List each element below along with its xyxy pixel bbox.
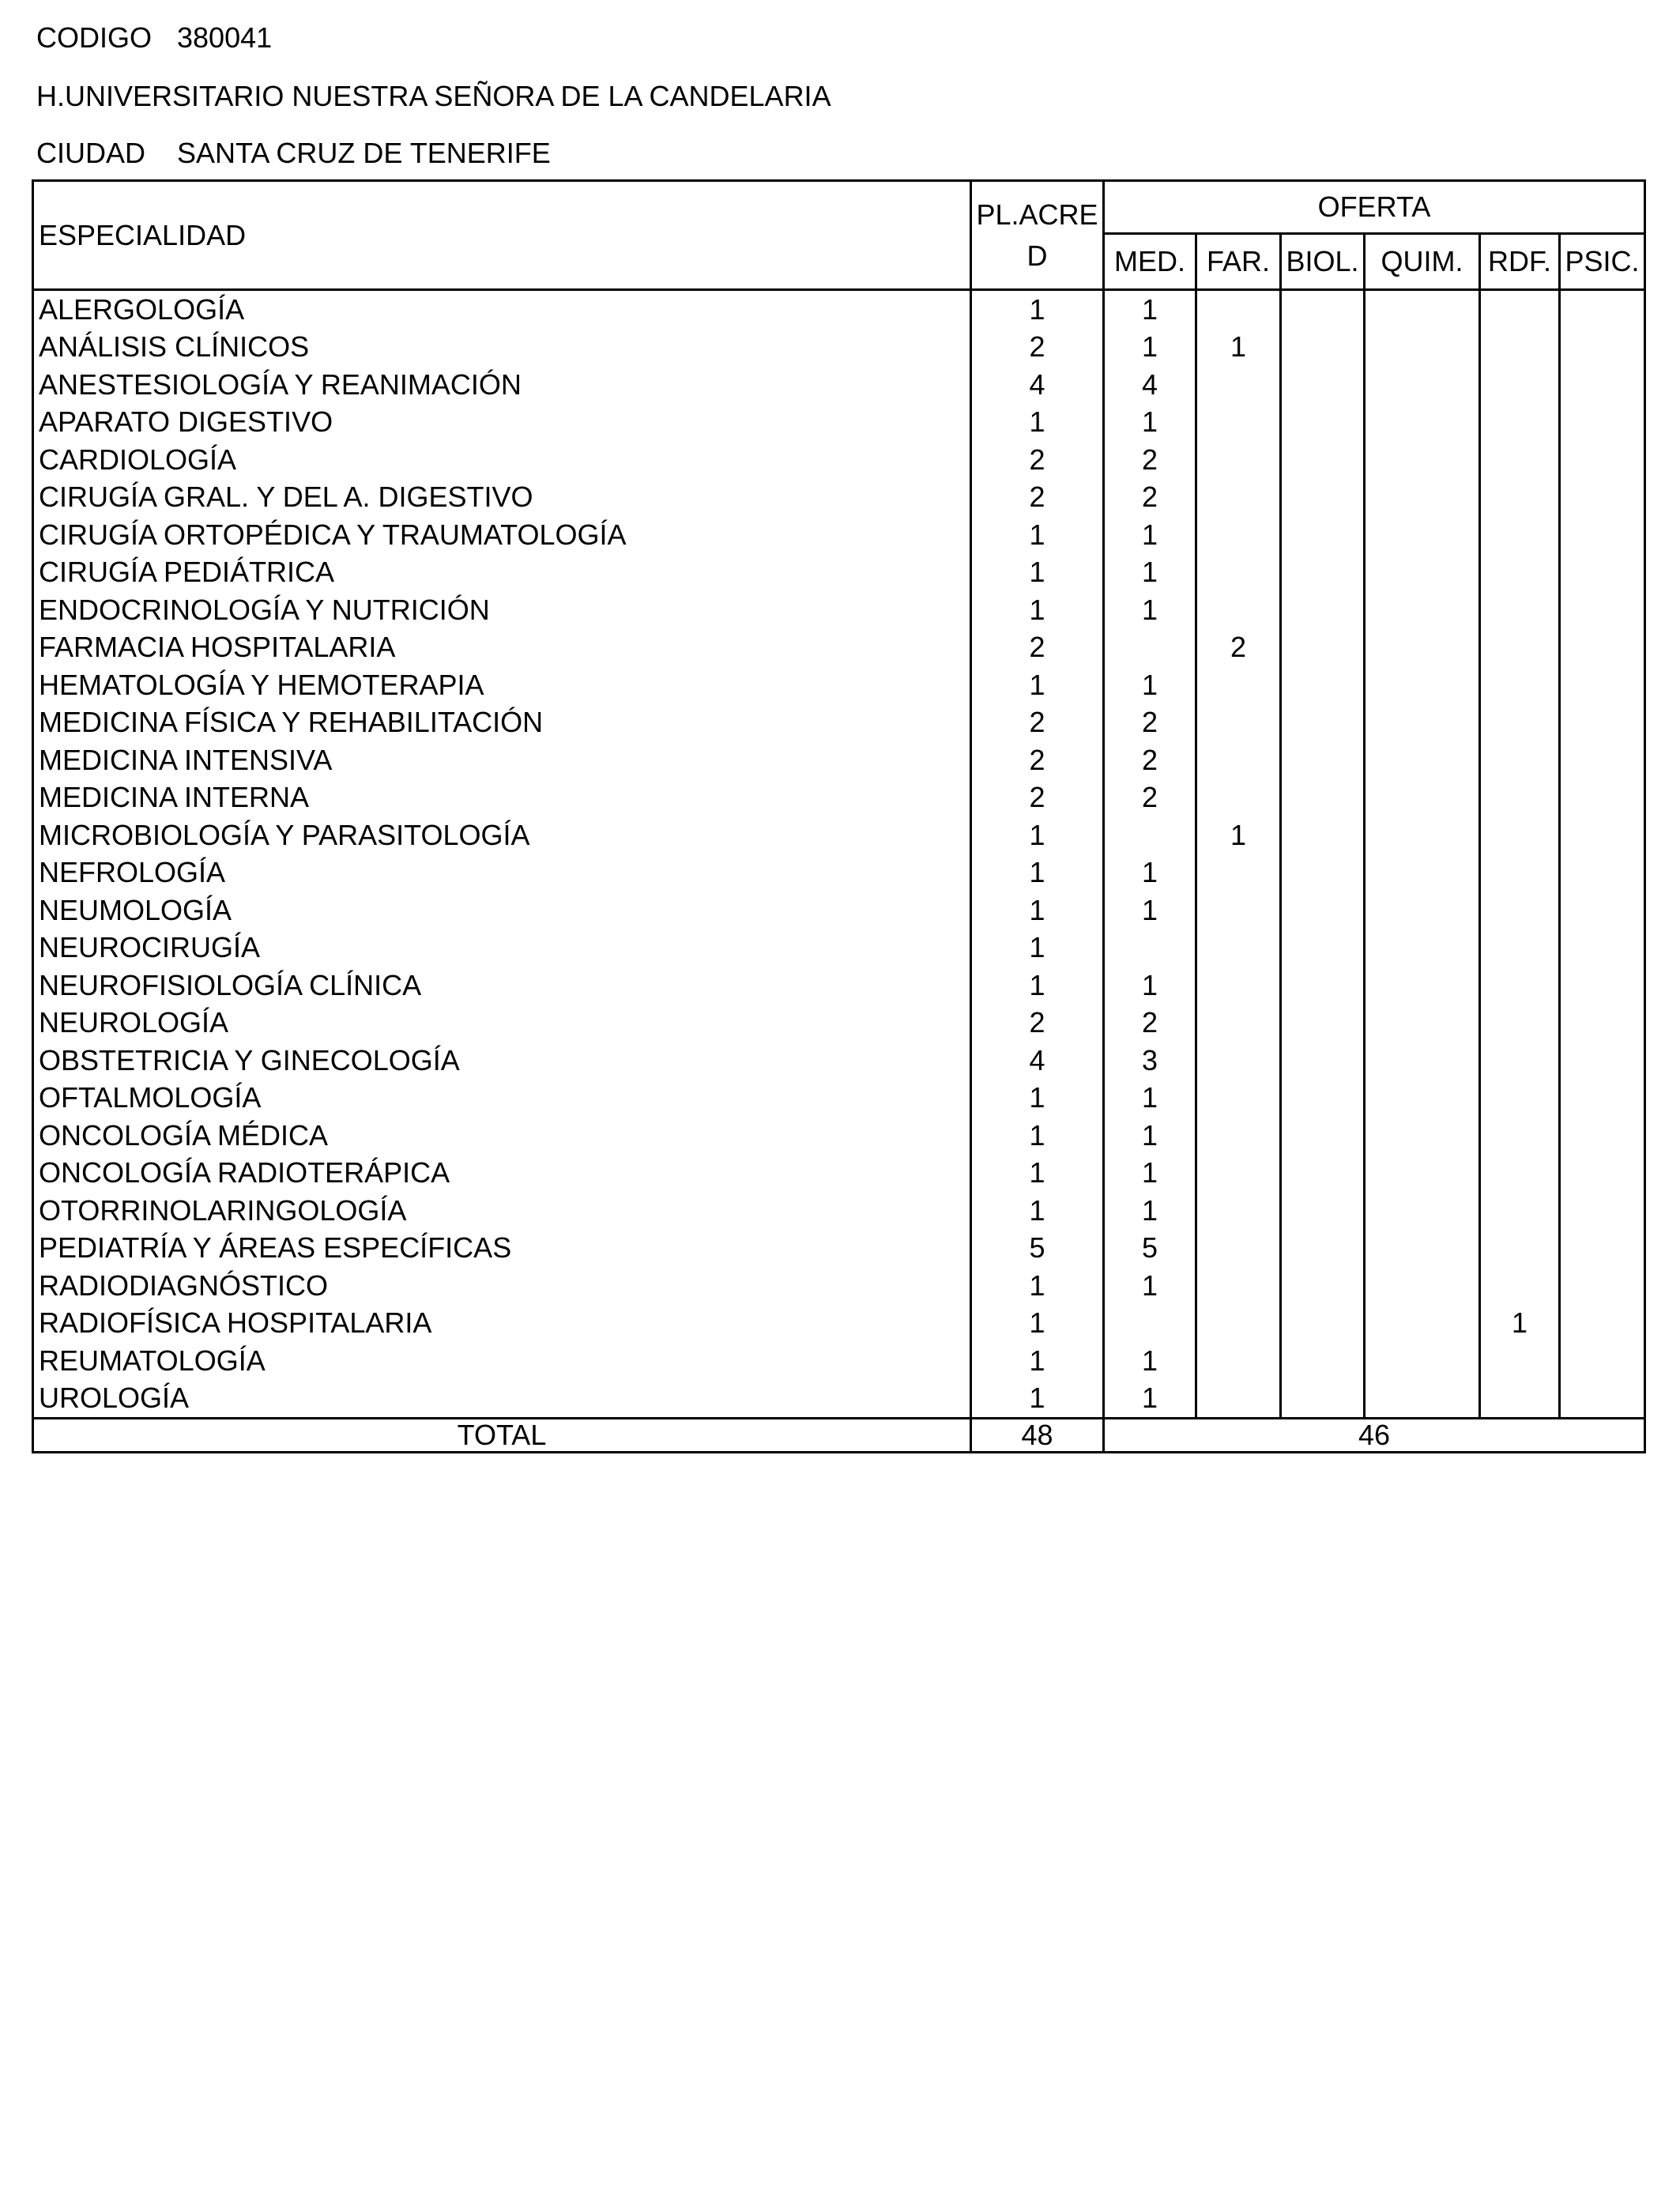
cell-especialidad: FARMACIA HOSPITALARIA bbox=[33, 629, 971, 667]
cell-placred: 4 bbox=[971, 366, 1104, 404]
cell-psic bbox=[1560, 1342, 1645, 1380]
table-row bbox=[33, 290, 1645, 329]
cell-placred: 1 bbox=[971, 816, 1104, 854]
cell-psic bbox=[1560, 366, 1645, 404]
cell-biol bbox=[1281, 290, 1365, 329]
cell-rdf bbox=[1480, 441, 1560, 479]
cell-med: 1 bbox=[1104, 1342, 1196, 1380]
cell-med: 1 bbox=[1104, 1192, 1196, 1230]
cell-psic bbox=[1560, 554, 1645, 592]
cell-biol bbox=[1281, 666, 1365, 704]
cell-especialidad: NEUMOLOGÍA bbox=[33, 892, 971, 929]
col-header-far: FAR. bbox=[1196, 234, 1281, 290]
cell-med: 1 bbox=[1104, 1155, 1196, 1193]
cell-quim bbox=[1365, 290, 1480, 329]
cell-rdf bbox=[1480, 1267, 1560, 1305]
cell-especialidad: ANÁLISIS CLÍNICOS bbox=[33, 329, 971, 367]
codigo-value: 380041 bbox=[177, 21, 273, 54]
col-header-placred: PL.ACRE D bbox=[971, 181, 1104, 290]
cell-psic bbox=[1560, 1005, 1645, 1042]
cell-placred: 2 bbox=[971, 479, 1104, 517]
cell-especialidad: ONCOLOGÍA MÉDICA bbox=[33, 1117, 971, 1155]
cell-biol bbox=[1281, 854, 1365, 892]
cell-rdf bbox=[1480, 366, 1560, 404]
cell-quim bbox=[1365, 329, 1480, 367]
cell-rdf bbox=[1480, 516, 1560, 554]
cell-rdf bbox=[1480, 1230, 1560, 1268]
cell-biol bbox=[1281, 704, 1365, 742]
ciudad-label: CIUDAD bbox=[36, 137, 146, 169]
cell-far bbox=[1196, 1080, 1281, 1118]
cell-placred: 1 bbox=[971, 290, 1104, 329]
table-row bbox=[33, 479, 1645, 517]
cell-med: 1 bbox=[1104, 1117, 1196, 1155]
table-row bbox=[33, 1005, 1645, 1042]
cell-rdf bbox=[1480, 629, 1560, 667]
cell-psic bbox=[1560, 929, 1645, 967]
cell-biol bbox=[1281, 329, 1365, 367]
cell-placred: 2 bbox=[971, 779, 1104, 817]
cell-far bbox=[1196, 666, 1281, 704]
table-row bbox=[33, 1305, 1645, 1343]
cell-med bbox=[1104, 816, 1196, 854]
cell-psic bbox=[1560, 779, 1645, 817]
cell-far bbox=[1196, 1230, 1281, 1268]
cell-rdf bbox=[1480, 1005, 1560, 1042]
cell-biol bbox=[1281, 1267, 1365, 1305]
cell-placred: 1 bbox=[971, 892, 1104, 929]
total-row bbox=[33, 1419, 1645, 1453]
table-row bbox=[33, 1042, 1645, 1080]
cell-especialidad: ONCOLOGÍA RADIOTERÁPICA bbox=[33, 1155, 971, 1193]
cell-rdf bbox=[1480, 854, 1560, 892]
table-row bbox=[33, 629, 1645, 667]
cell-quim bbox=[1365, 516, 1480, 554]
cell-placred: 1 bbox=[971, 1267, 1104, 1305]
cell-psic bbox=[1560, 516, 1645, 554]
cell-biol bbox=[1281, 479, 1365, 517]
cell-far bbox=[1196, 366, 1281, 404]
cell-especialidad: NEUROCIRUGÍA bbox=[33, 929, 971, 967]
cell-far bbox=[1196, 554, 1281, 592]
cell-especialidad: RADIODIAGNÓSTICO bbox=[33, 1267, 971, 1305]
cell-quim bbox=[1365, 1117, 1480, 1155]
cell-quim bbox=[1365, 967, 1480, 1005]
cell-biol bbox=[1281, 1117, 1365, 1155]
cell-placred: 2 bbox=[971, 704, 1104, 742]
table-body bbox=[33, 290, 1645, 1419]
table-row bbox=[33, 816, 1645, 854]
cell-placred: 1 bbox=[971, 1117, 1104, 1155]
cell-far bbox=[1196, 892, 1281, 929]
table-row bbox=[33, 441, 1645, 479]
cell-biol bbox=[1281, 404, 1365, 442]
cell-biol bbox=[1281, 1305, 1365, 1343]
col-header-med: MED. bbox=[1104, 234, 1196, 290]
cell-far bbox=[1196, 516, 1281, 554]
cell-especialidad: NEFROLOGÍA bbox=[33, 854, 971, 892]
cell-rdf bbox=[1480, 704, 1560, 742]
cell-far bbox=[1196, 404, 1281, 442]
cell-biol bbox=[1281, 892, 1365, 929]
ciudad-line bbox=[36, 136, 551, 171]
cell-med: 1 bbox=[1104, 892, 1196, 929]
cell-biol bbox=[1281, 1005, 1365, 1042]
cell-quim bbox=[1365, 1305, 1480, 1343]
cell-med: 1 bbox=[1104, 404, 1196, 442]
cell-biol bbox=[1281, 1042, 1365, 1080]
cell-especialidad: RADIOFÍSICA HOSPITALARIA bbox=[33, 1305, 971, 1343]
cell-med: 5 bbox=[1104, 1230, 1196, 1268]
table-row bbox=[33, 1155, 1645, 1193]
cell-placred: 5 bbox=[971, 1230, 1104, 1268]
cell-rdf bbox=[1480, 1380, 1560, 1419]
cell-far bbox=[1196, 1117, 1281, 1155]
cell-placred: 4 bbox=[971, 1042, 1104, 1080]
cell-quim bbox=[1365, 1192, 1480, 1230]
cell-placred: 2 bbox=[971, 629, 1104, 667]
table-row bbox=[33, 854, 1645, 892]
cell-rdf bbox=[1480, 1042, 1560, 1080]
cell-far bbox=[1196, 1305, 1281, 1343]
cell-med: 1 bbox=[1104, 1080, 1196, 1118]
especialidades-table bbox=[32, 179, 1646, 1453]
cell-quim bbox=[1365, 591, 1480, 629]
cell-psic bbox=[1560, 1117, 1645, 1155]
cell-psic bbox=[1560, 854, 1645, 892]
cell-biol bbox=[1281, 629, 1365, 667]
cell-psic bbox=[1560, 479, 1645, 517]
cell-psic bbox=[1560, 816, 1645, 854]
table-row bbox=[33, 1342, 1645, 1380]
table-row bbox=[33, 779, 1645, 817]
cell-psic bbox=[1560, 629, 1645, 667]
cell-far bbox=[1196, 1192, 1281, 1230]
cell-especialidad: OFTALMOLOGÍA bbox=[33, 1080, 971, 1118]
col-header-psic: PSIC. bbox=[1560, 234, 1645, 290]
cell-especialidad: PEDIATRÍA Y ÁREAS ESPECÍFICAS bbox=[33, 1230, 971, 1268]
cell-biol bbox=[1281, 1155, 1365, 1193]
cell-quim bbox=[1365, 1155, 1480, 1193]
table-row bbox=[33, 554, 1645, 592]
table-row bbox=[33, 1230, 1645, 1268]
cell-quim bbox=[1365, 1267, 1480, 1305]
cell-quim bbox=[1365, 479, 1480, 517]
cell-quim bbox=[1365, 779, 1480, 817]
cell-especialidad: MICROBIOLOGÍA Y PARASITOLOGÍA bbox=[33, 816, 971, 854]
cell-especialidad: MEDICINA INTENSIVA bbox=[33, 741, 971, 779]
cell-placred: 1 bbox=[971, 1155, 1104, 1193]
cell-rdf bbox=[1480, 929, 1560, 967]
table-row bbox=[33, 892, 1645, 929]
cell-quim bbox=[1365, 554, 1480, 592]
cell-quim bbox=[1365, 704, 1480, 742]
table-row bbox=[33, 929, 1645, 967]
cell-biol bbox=[1281, 929, 1365, 967]
cell-placred: 1 bbox=[971, 929, 1104, 967]
cell-psic bbox=[1560, 290, 1645, 329]
cell-med: 1 bbox=[1104, 329, 1196, 367]
cell-biol bbox=[1281, 366, 1365, 404]
cell-psic bbox=[1560, 1380, 1645, 1419]
cell-placred: 1 bbox=[971, 1192, 1104, 1230]
cell-quim bbox=[1365, 1380, 1480, 1419]
cell-biol bbox=[1281, 1342, 1365, 1380]
cell-placred: 1 bbox=[971, 854, 1104, 892]
cell-placred: 1 bbox=[971, 967, 1104, 1005]
cell-psic bbox=[1560, 892, 1645, 929]
cell-psic bbox=[1560, 1192, 1645, 1230]
table-row bbox=[33, 1080, 1645, 1118]
cell-biol bbox=[1281, 441, 1365, 479]
table-row bbox=[33, 741, 1645, 779]
cell-especialidad: OTORRINOLARINGOLOGÍA bbox=[33, 1192, 971, 1230]
cell-rdf bbox=[1480, 666, 1560, 704]
cell-quim bbox=[1365, 1230, 1480, 1268]
cell-quim bbox=[1365, 816, 1480, 854]
table-row bbox=[33, 404, 1645, 442]
ciudad-value: SANTA CRUZ DE TENERIFE bbox=[177, 137, 551, 169]
col-header-rdf: RDF. bbox=[1480, 234, 1560, 290]
cell-far bbox=[1196, 1042, 1281, 1080]
cell-med: 2 bbox=[1104, 479, 1196, 517]
cell-placred: 2 bbox=[971, 1005, 1104, 1042]
cell-rdf bbox=[1480, 1117, 1560, 1155]
table-row bbox=[33, 1380, 1645, 1419]
cell-med: 1 bbox=[1104, 554, 1196, 592]
cell-psic bbox=[1560, 1042, 1645, 1080]
cell-biol bbox=[1281, 591, 1365, 629]
cell-rdf bbox=[1480, 479, 1560, 517]
cell-especialidad: CIRUGÍA ORTOPÉDICA Y TRAUMATOLOGÍA bbox=[33, 516, 971, 554]
cell-quim bbox=[1365, 366, 1480, 404]
cell-placred: 1 bbox=[971, 554, 1104, 592]
cell-med: 2 bbox=[1104, 779, 1196, 817]
cell-far bbox=[1196, 290, 1281, 329]
cell-rdf bbox=[1480, 1155, 1560, 1193]
cell-especialidad: ENDOCRINOLOGÍA Y NUTRICIÓN bbox=[33, 591, 971, 629]
cell-med bbox=[1104, 1305, 1196, 1343]
cell-far bbox=[1196, 854, 1281, 892]
cell-rdf bbox=[1480, 554, 1560, 592]
cell-med: 1 bbox=[1104, 1380, 1196, 1419]
cell-especialidad: OBSTETRICIA Y GINECOLOGÍA bbox=[33, 1042, 971, 1080]
cell-especialidad: NEUROLOGÍA bbox=[33, 1005, 971, 1042]
cell-far bbox=[1196, 741, 1281, 779]
cell-especialidad: ANESTESIOLOGÍA Y REANIMACIÓN bbox=[33, 366, 971, 404]
cell-biol bbox=[1281, 1192, 1365, 1230]
cell-quim bbox=[1365, 404, 1480, 442]
cell-quim bbox=[1365, 629, 1480, 667]
cell-psic bbox=[1560, 704, 1645, 742]
cell-far: 1 bbox=[1196, 329, 1281, 367]
cell-quim bbox=[1365, 666, 1480, 704]
cell-biol bbox=[1281, 1080, 1365, 1118]
cell-especialidad: CARDIOLOGÍA bbox=[33, 441, 971, 479]
table-row bbox=[33, 704, 1645, 742]
cell-far bbox=[1196, 929, 1281, 967]
col-header-especialidad: ESPECIALIDAD bbox=[33, 181, 971, 290]
cell-placred: 2 bbox=[971, 329, 1104, 367]
cell-far bbox=[1196, 779, 1281, 817]
cell-med: 1 bbox=[1104, 967, 1196, 1005]
cell-med: 1 bbox=[1104, 591, 1196, 629]
cell-rdf bbox=[1480, 779, 1560, 817]
cell-rdf bbox=[1480, 892, 1560, 929]
cell-quim bbox=[1365, 741, 1480, 779]
cell-far bbox=[1196, 1267, 1281, 1305]
cell-psic bbox=[1560, 967, 1645, 1005]
cell-quim bbox=[1365, 1005, 1480, 1042]
cell-psic bbox=[1560, 1080, 1645, 1118]
table-row bbox=[33, 1267, 1645, 1305]
cell-psic bbox=[1560, 666, 1645, 704]
total-placred: 48 bbox=[971, 1419, 1104, 1453]
cell-biol bbox=[1281, 516, 1365, 554]
table-row bbox=[33, 1192, 1645, 1230]
cell-med: 3 bbox=[1104, 1042, 1196, 1080]
cell-placred: 1 bbox=[971, 516, 1104, 554]
cell-far bbox=[1196, 479, 1281, 517]
cell-far: 2 bbox=[1196, 629, 1281, 667]
cell-far bbox=[1196, 1342, 1281, 1380]
cell-med: 2 bbox=[1104, 441, 1196, 479]
cell-psic bbox=[1560, 1267, 1645, 1305]
cell-quim bbox=[1365, 929, 1480, 967]
cell-med: 1 bbox=[1104, 854, 1196, 892]
cell-especialidad: CIRUGÍA PEDIÁTRICA bbox=[33, 554, 971, 592]
cell-psic bbox=[1560, 329, 1645, 367]
cell-placred: 2 bbox=[971, 441, 1104, 479]
cell-biol bbox=[1281, 779, 1365, 817]
cell-placred: 1 bbox=[971, 1342, 1104, 1380]
cell-psic bbox=[1560, 1155, 1645, 1193]
cell-placred: 1 bbox=[971, 1305, 1104, 1343]
cell-med: 1 bbox=[1104, 1267, 1196, 1305]
cell-far bbox=[1196, 704, 1281, 742]
cell-rdf bbox=[1480, 1342, 1560, 1380]
cell-quim bbox=[1365, 1080, 1480, 1118]
cell-rdf bbox=[1480, 1192, 1560, 1230]
table-row bbox=[33, 591, 1645, 629]
cell-psic bbox=[1560, 591, 1645, 629]
cell-med: 2 bbox=[1104, 741, 1196, 779]
cell-far: 1 bbox=[1196, 816, 1281, 854]
cell-rdf bbox=[1480, 967, 1560, 1005]
cell-placred: 1 bbox=[971, 1380, 1104, 1419]
cell-rdf bbox=[1480, 404, 1560, 442]
cell-med bbox=[1104, 929, 1196, 967]
cell-rdf bbox=[1480, 290, 1560, 329]
cell-especialidad: CIRUGÍA GRAL. Y DEL A. DIGESTIVO bbox=[33, 479, 971, 517]
cell-biol bbox=[1281, 1230, 1365, 1268]
cell-rdf bbox=[1480, 1080, 1560, 1118]
cell-especialidad: UROLOGÍA bbox=[33, 1380, 971, 1419]
table-row bbox=[33, 516, 1645, 554]
cell-psic bbox=[1560, 741, 1645, 779]
col-header-quim: QUIM. bbox=[1365, 234, 1480, 290]
cell-especialidad: HEMATOLOGÍA Y HEMOTERAPIA bbox=[33, 666, 971, 704]
cell-especialidad: REUMATOLOGÍA bbox=[33, 1342, 971, 1380]
cell-rdf: 1 bbox=[1480, 1305, 1560, 1343]
cell-rdf bbox=[1480, 591, 1560, 629]
hospital-name: H.UNIVERSITARIO NUESTRA SEÑORA DE LA CANDELARIA bbox=[36, 80, 831, 112]
col-header-biol: BIOL. bbox=[1281, 234, 1365, 290]
codigo-label: CODIGO bbox=[36, 21, 153, 54]
cell-psic bbox=[1560, 1305, 1645, 1343]
table-row bbox=[33, 329, 1645, 367]
cell-med: 1 bbox=[1104, 290, 1196, 329]
cell-biol bbox=[1281, 741, 1365, 779]
cell-med bbox=[1104, 629, 1196, 667]
total-label: TOTAL bbox=[33, 1419, 971, 1453]
cell-psic bbox=[1560, 441, 1645, 479]
table-row bbox=[33, 366, 1645, 404]
cell-rdf bbox=[1480, 816, 1560, 854]
cell-placred: 1 bbox=[971, 1080, 1104, 1118]
cell-quim bbox=[1365, 441, 1480, 479]
cell-med: 1 bbox=[1104, 666, 1196, 704]
cell-biol bbox=[1281, 1380, 1365, 1419]
cell-biol bbox=[1281, 554, 1365, 592]
cell-quim bbox=[1365, 1042, 1480, 1080]
codigo-line bbox=[36, 21, 273, 55]
table-row bbox=[33, 666, 1645, 704]
cell-placred: 1 bbox=[971, 666, 1104, 704]
table-row bbox=[33, 1117, 1645, 1155]
cell-psic bbox=[1560, 1230, 1645, 1268]
cell-far bbox=[1196, 1005, 1281, 1042]
cell-far bbox=[1196, 441, 1281, 479]
cell-rdf bbox=[1480, 741, 1560, 779]
cell-placred: 1 bbox=[971, 404, 1104, 442]
cell-especialidad: APARATO DIGESTIVO bbox=[33, 404, 971, 442]
cell-far bbox=[1196, 967, 1281, 1005]
cell-quim bbox=[1365, 854, 1480, 892]
cell-quim bbox=[1365, 892, 1480, 929]
cell-med: 2 bbox=[1104, 1005, 1196, 1042]
cell-rdf bbox=[1480, 329, 1560, 367]
cell-med: 1 bbox=[1104, 516, 1196, 554]
cell-quim bbox=[1365, 1342, 1480, 1380]
cell-biol bbox=[1281, 967, 1365, 1005]
total-oferta: 46 bbox=[1104, 1419, 1645, 1453]
cell-med: 2 bbox=[1104, 704, 1196, 742]
cell-especialidad: NEUROFISIOLOGÍA CLÍNICA bbox=[33, 967, 971, 1005]
cell-biol bbox=[1281, 816, 1365, 854]
cell-psic bbox=[1560, 404, 1645, 442]
cell-especialidad: ALERGOLOGÍA bbox=[33, 290, 971, 329]
cell-far bbox=[1196, 1155, 1281, 1193]
cell-far bbox=[1196, 1380, 1281, 1419]
cell-especialidad: MEDICINA INTERNA bbox=[33, 779, 971, 817]
col-header-oferta: OFERTA bbox=[1104, 181, 1645, 234]
cell-far bbox=[1196, 591, 1281, 629]
table-row bbox=[33, 967, 1645, 1005]
cell-especialidad: MEDICINA FÍSICA Y REHABILITACIÓN bbox=[33, 704, 971, 742]
cell-med: 4 bbox=[1104, 366, 1196, 404]
cell-placred: 1 bbox=[971, 591, 1104, 629]
cell-placred: 2 bbox=[971, 741, 1104, 779]
